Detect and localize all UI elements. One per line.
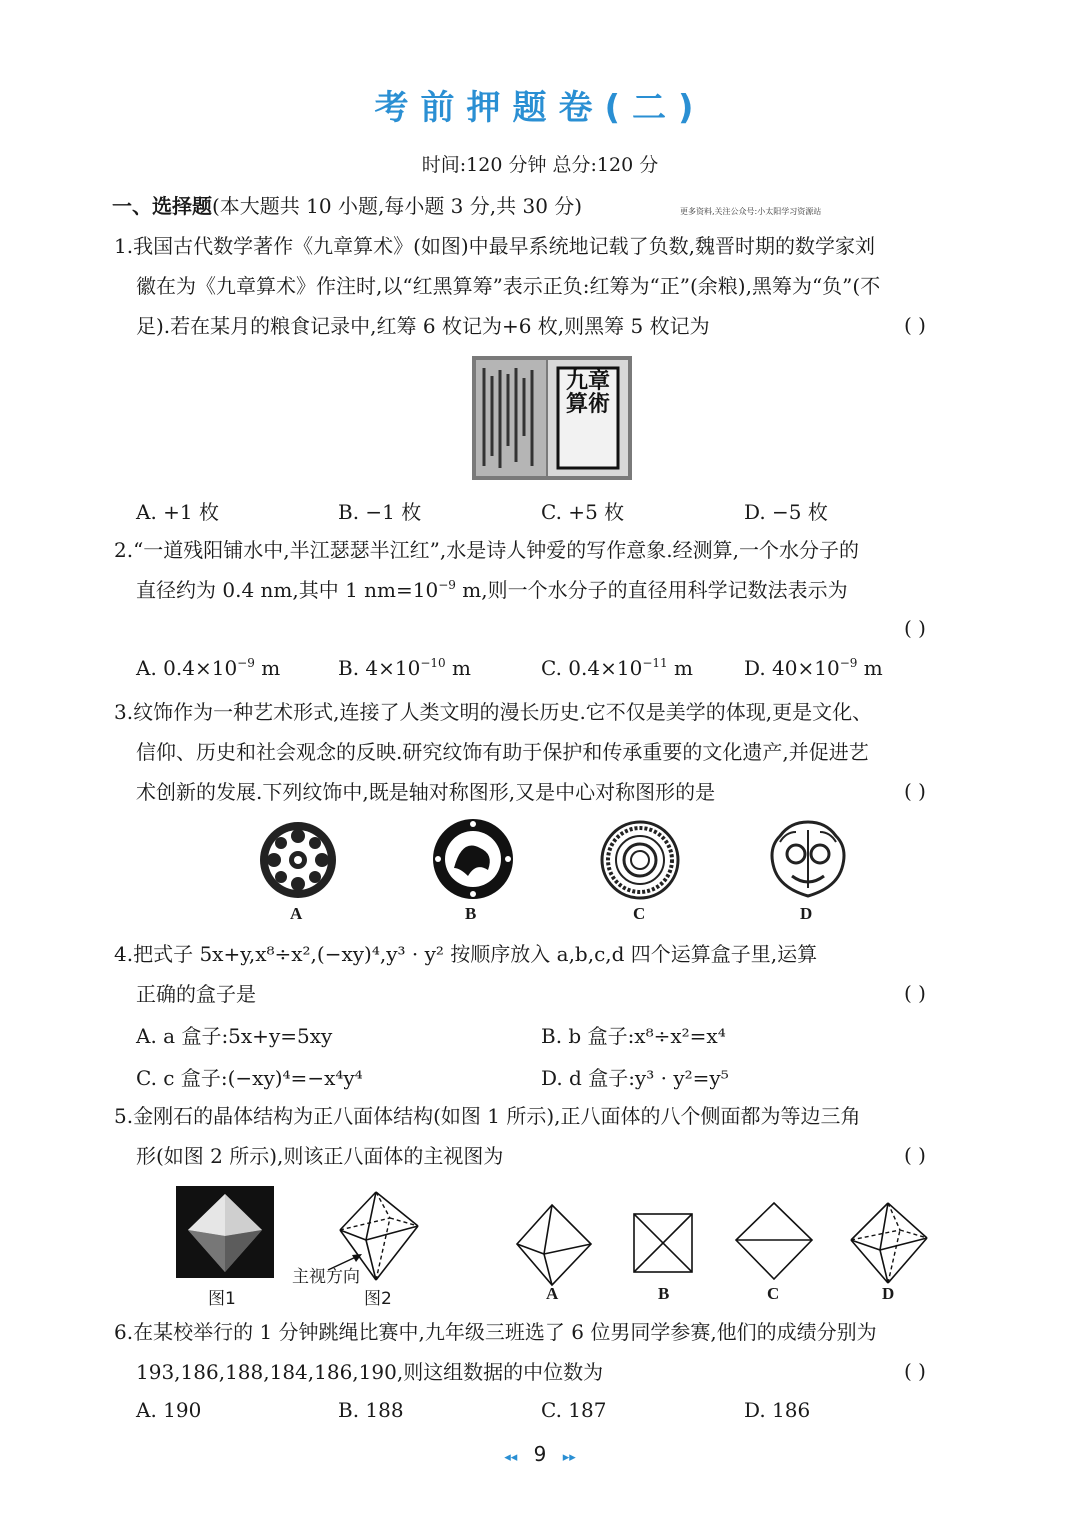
q5-line1: 5.金刚石的晶体结构为正八面体结构(如图 1 所示),正八面体的八个侧面都为等边三角 xyxy=(114,1104,861,1128)
q1-line1: 1.我国古代数学著作《九章算术》(如图)中最早系统地记载了负数,魏晋时期的数学家刘 xyxy=(114,234,876,258)
q1-option-d: D. −5 枚 xyxy=(744,500,828,524)
q2-a-base: A. 0.4×10 xyxy=(136,656,238,680)
q2-option-b xyxy=(338,656,471,680)
q1-line2: 徽在为《九章算术》作注时,以“红黑算筹”表示正负:红筹为“正”(余粮),黑筹为“负”(不 xyxy=(136,274,881,298)
section-heading-label: 一、选择题 xyxy=(112,194,212,218)
q3-line2: 信仰、历史和社会观念的反映.研究纹饰有助于保护和传承重要的文化遗产,并促进艺 xyxy=(136,740,869,764)
exam-info: 时间:120 分钟 总分:120 分 xyxy=(421,154,659,176)
q5-label-b: B xyxy=(658,1284,670,1303)
q2-d-base: D. 40×10 xyxy=(744,656,840,680)
book-title: 九章算術 xyxy=(566,368,611,417)
section-heading-desc: (本大题共 10 小题,每小题 3 分,共 30 分) xyxy=(212,194,583,218)
q2-line2 xyxy=(136,576,848,604)
q1-option-c: C. +5 枚 xyxy=(541,500,625,524)
q5-view-a xyxy=(514,1202,594,1292)
q6-line1: 6.在某校举行的 1 分钟跳绳比赛中,九年级三班选了 6 位男同学参赛,他们的成绩分别为 xyxy=(114,1320,877,1344)
q3-label-b: B xyxy=(465,904,477,923)
q2-b-unit: m xyxy=(445,656,471,680)
next-arrow-icon: ▸▸ xyxy=(562,1450,576,1465)
q3-pattern-a xyxy=(258,820,338,904)
watermark-note: 更多资料,关注公众号:小太阳学习资源站 xyxy=(680,207,822,216)
q5-label-d: D xyxy=(882,1284,895,1303)
q2-option-c xyxy=(541,656,693,680)
q2-c-unit: m xyxy=(667,656,693,680)
q6-option-b: B. 188 xyxy=(338,1398,404,1422)
q2-d-unit: m xyxy=(857,656,883,680)
q6-option-a: A. 190 xyxy=(136,1398,202,1422)
q1-option-b: B. −1 枚 xyxy=(338,500,422,524)
q5-label-a: A xyxy=(546,1284,559,1303)
q4-answer-blank: ( ) xyxy=(904,981,926,1005)
q3-answer-blank: ( ) xyxy=(904,779,926,803)
q2-a-unit: m xyxy=(254,656,281,680)
q5-answer-blank: ( ) xyxy=(904,1143,926,1167)
q1-answer-blank: ( ) xyxy=(904,313,926,337)
q5-line2: 形(如图 2 所示),则该正八面体的主视图为 xyxy=(136,1144,504,1168)
q5-label-c: C xyxy=(767,1284,780,1303)
q2-option-a xyxy=(136,656,280,680)
prev-arrow-icon: ◂◂ xyxy=(504,1450,518,1465)
q6-option-c: C. 187 xyxy=(541,1398,607,1422)
q4-option-a: A. a 盒子:5x+y=5xy xyxy=(136,1024,333,1048)
q4-option-b: B. b 盒子:x⁸÷x²=x⁴ xyxy=(541,1024,726,1048)
q3-label-a: A xyxy=(290,904,303,923)
q2-line2-exp: −9 xyxy=(438,578,456,592)
q2-c-base: C. 0.4×10 xyxy=(541,656,643,680)
q2-line1: 2.“一道残阳铺水中,半江瑟瑟半江红”,水是诗人钟爱的写作意象.经测算,一个水分子的 xyxy=(114,538,859,562)
q2-line2-b: m,则一个水分子的直径用科学记数法表示为 xyxy=(455,578,848,602)
q5-fig2-label: 图2 xyxy=(364,1289,392,1309)
q1-line3: 足).若在某月的粮食记录中,红筹 6 枚记为+6 枚,则黑筹 5 枚记为 xyxy=(136,314,710,338)
q5-diamond-photo xyxy=(176,1186,274,1282)
q4-option-c: C. c 盒子:(−xy)⁴=−x⁴y⁴ xyxy=(136,1066,363,1090)
q2-option-d xyxy=(744,656,883,680)
page-number-bar xyxy=(0,1442,1080,1466)
page-title: 考前押题卷(二) xyxy=(374,88,706,128)
q5-view-c xyxy=(734,1200,814,1286)
q2-b-base: B. 4×10 xyxy=(338,656,421,680)
page-number: 9 xyxy=(533,1442,547,1466)
q1-book-image xyxy=(472,356,632,480)
q3-line3: 术创新的发展.下列纹饰中,既是轴对称图形,又是中心对称图形的是 xyxy=(136,780,716,804)
q3-pattern-d xyxy=(766,818,850,904)
q6-answer-blank: ( ) xyxy=(904,1359,926,1383)
q5-view-b xyxy=(632,1212,694,1278)
q3-line1: 3.纹饰作为一种艺术形式,连接了人类文明的漫长历史.它不仅是美学的体现,更是文化、 xyxy=(114,700,873,724)
q5-direction-label: 主视方向 xyxy=(292,1267,360,1287)
q6-line2: 193,186,188,184,186,190,则这组数据的中位数为 xyxy=(136,1360,604,1384)
q1-option-a: A. +1 枚 xyxy=(136,500,219,524)
q3-pattern-b xyxy=(432,818,514,904)
q6-option-d: D. 186 xyxy=(744,1398,811,1422)
q2-answer-blank: ( ) xyxy=(904,616,926,640)
q2-b-exp: −10 xyxy=(420,656,446,670)
q3-label-c: C xyxy=(633,904,646,923)
q2-line2-a: 直径约为 0.4 nm,其中 1 nm=10 xyxy=(136,578,439,602)
q4-option-d: D. d 盒子:y³ · y²=y⁵ xyxy=(541,1066,729,1090)
q2-d-exp: −9 xyxy=(839,656,858,670)
q3-label-d: D xyxy=(800,904,813,923)
q3-pattern-c xyxy=(600,820,680,904)
q4-line1: 4.把式子 5x+y,x⁸÷x²,(−xy)⁴,y³ · y² 按顺序放入 a,b,c,d 四个运算盒子里,运算 xyxy=(114,942,818,966)
section-heading xyxy=(112,192,582,220)
q2-a-exp: −9 xyxy=(237,656,255,670)
q5-view-d xyxy=(848,1200,930,1290)
q4-line2: 正确的盒子是 xyxy=(136,982,256,1006)
q5-fig1-label: 图1 xyxy=(208,1289,236,1309)
q2-c-exp: −11 xyxy=(642,656,668,670)
